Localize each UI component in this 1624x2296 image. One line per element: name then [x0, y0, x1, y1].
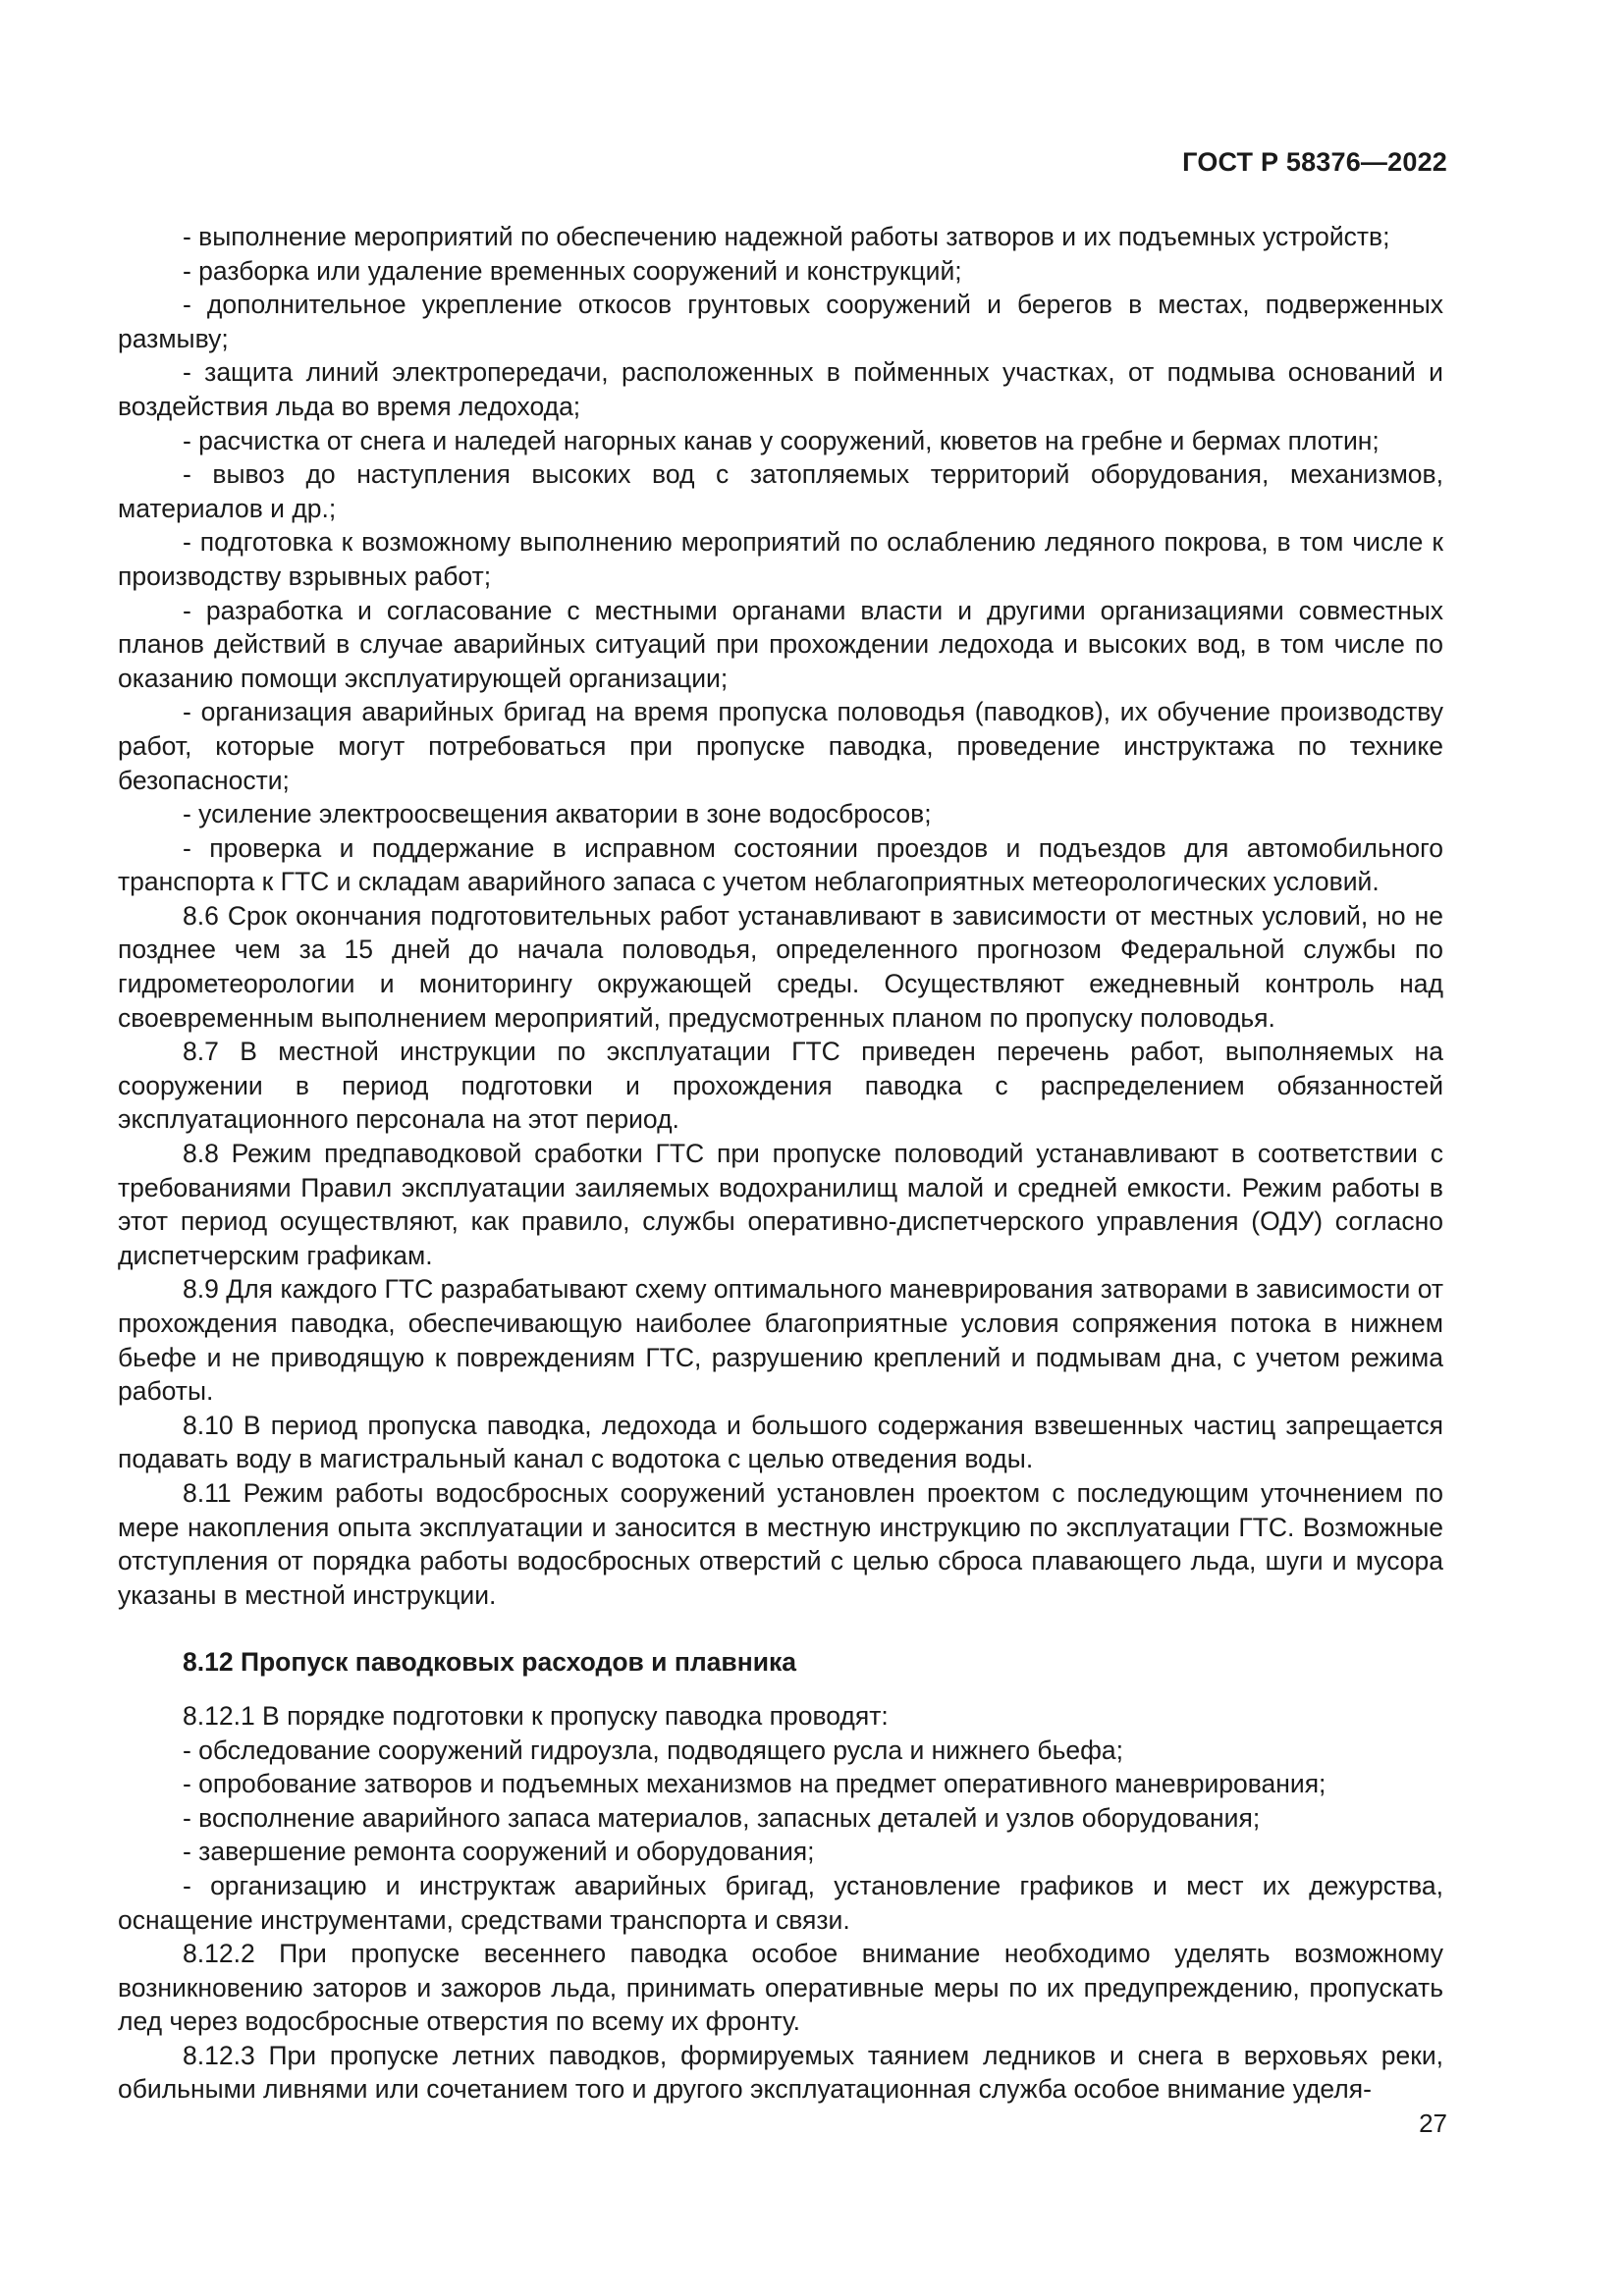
list-item: - восполнение аварийного запаса материалов, запасных деталей и узлов оборудования; — [183, 1802, 1261, 1833]
paragraph-8-9: 8.9 Для каждого ГТС разрабатывают схему оптимального маневрирования затворами в зависимости от прохождения паводка, обеспечивающую наиболее благоприятные условия сопряжения потока в нижнем бьефе и не приводящую к повреждениям ГТС, разрушению креплений и подмывам дна, с учетом режима работы. — [118, 1274, 1443, 1407]
paragraph-8-6: 8.6 Срок окончания подготовительных работ устанавливают в зависимости от местных условий, но не позднее чем за 15 дней до начала половодья, определенного прогнозом Федеральной службы по гидрометеорологии и мониторингу окружающей среды. Осуществляют ежедневный контроль над своевременным выполнением мероприятий, предусмотренных планом по пропуску половодья. — [118, 900, 1443, 1033]
paragraph-8-10: 8.10 В период пропуска паводка, ледохода и большого содержания взвешенных частиц запрещается подавать воду в магистральный канал с водотока с целью отведения воды. — [118, 1410, 1443, 1474]
list-item: - подготовка к возможному выполнению мероприятий по ослаблению ледяного покрова, в том числе к производству взрывных работ; — [118, 527, 1443, 591]
paragraph-8-7: 8.7 В местной инструкции по эксплуатации ГТС приведен перечень работ, выполняемых на сооружении в период подготовки и прохождения паводка с распределением обязанностей эксплуатационного персонала на этот период. — [118, 1037, 1443, 1135]
paragraph-8-8: 8.8 Режим предпаводковой сработки ГТС при пропуске половодий устанавливают в соответствии с требованиями Правил эксплуатации заиляемых водохранилищ малой и средней емкости. Режим работы в этот период осуществляют, как правило, службы оперативно-диспетчерского управления (ОДУ) согласно диспетчерским графикам. — [118, 1139, 1443, 1270]
list-item: - дополнительное укрепление откосов грунтовых сооружений и берегов в местах, подверженных размыву; — [118, 290, 1443, 353]
list-item: - вывоз до наступления высоких вод с затопляемых территорий оборудования, механизмов, материалов и др.; — [118, 459, 1443, 523]
paragraph-8-11: 8.11 Режим работы водосбросных сооружений установлен проектом с последующим уточнением по мере накопления опыта эксплуатации и заносится в местную инструкцию по эксплуатации ГТС. Возможные отступления от порядка работы водосбросных отверстий с целью сброса плавающего льда, шуги и мусора указаны в местной инструкции. — [118, 1477, 1443, 1610]
list-item: - усиление электроосвещения акватории в зоне водосбросов; — [183, 799, 932, 829]
list-item: - проверка и поддержание в исправном состоянии проездов и подъездов для автомобильного транспорта к ГТС и складам аварийного запаса с учетом неблагоприятных метеорологических условий. — [118, 832, 1443, 897]
section-heading-8-12: 8.12 Пропуск паводковых расходов и плавника — [183, 1647, 796, 1678]
list-item: - выполнение мероприятий по обеспечению надежной работы затворов и их подъемных устройств; — [183, 222, 1390, 251]
paragraph-8-12-2: 8.12.2 При пропуске весеннего паводка особое внимание необходимо уделять возможному возникновению заторов и зажоров льда, принимать оперативные меры по их предупреждению, пропускать лед через водосбросные отверстия по всему их фронту. — [118, 1939, 1443, 2037]
list-item: - разработка и согласование с местными органами власти и другими организациями совместных планов действий в случае аварийных ситуаций при прохождении ледохода и высоких вод, в том числе по оказанию помощи эксплуатирующей организации; — [118, 595, 1443, 693]
page-number: 27 — [1419, 2109, 1447, 2138]
paragraph-8-12-3: 8.12.3 При пропуске летних паводков, формируемых таянием ледников и снега в верховьях реки, обильными ливнями или сочетанием того и другого эксплуатационная служба особое внимание уделя- — [118, 2040, 1443, 2105]
document-body — [118, 220, 1443, 2107]
paragraph-8-12-1: 8.12.1 В порядке подготовки к пропуску паводка проводят: — [183, 1700, 889, 1731]
list-item: - защита линий электропередачи, расположенных в пойменных участках, от подмыва оснований и воздействия льда во время ледохода; — [118, 357, 1443, 421]
list-item: - опробование затворов и подъемных механизмов на предмет оперативного маневрирования; — [183, 1769, 1326, 1799]
list-item: - организация аварийных бригад на время пропуска половодья (паводков), их обучение производству работ, которые могут потребоваться при пропуске паводка, проведение инструктажа по технике безопасности; — [118, 697, 1443, 795]
list-item: - завершение ремонта сооружений и оборудования; — [183, 1837, 815, 1867]
list-item: - обследование сооружений гидроузла, подводящего русла и нижнего бьефа; — [183, 1735, 1124, 1765]
list-item: - разборка или удаление временных сооружений и конструкций; — [183, 255, 962, 286]
list-item: - расчистка от снега и наледей нагорных канав у сооружений, кюветов на гребне и бермах плотин; — [183, 425, 1380, 455]
document-header: ГОСТ Р 58376—2022 — [1182, 147, 1447, 177]
list-item: - организацию и инструктаж аварийных бригад, установление графиков и мест их дежурства, оснащение инструментами, средствами транспорта и связи. — [118, 1870, 1443, 1935]
